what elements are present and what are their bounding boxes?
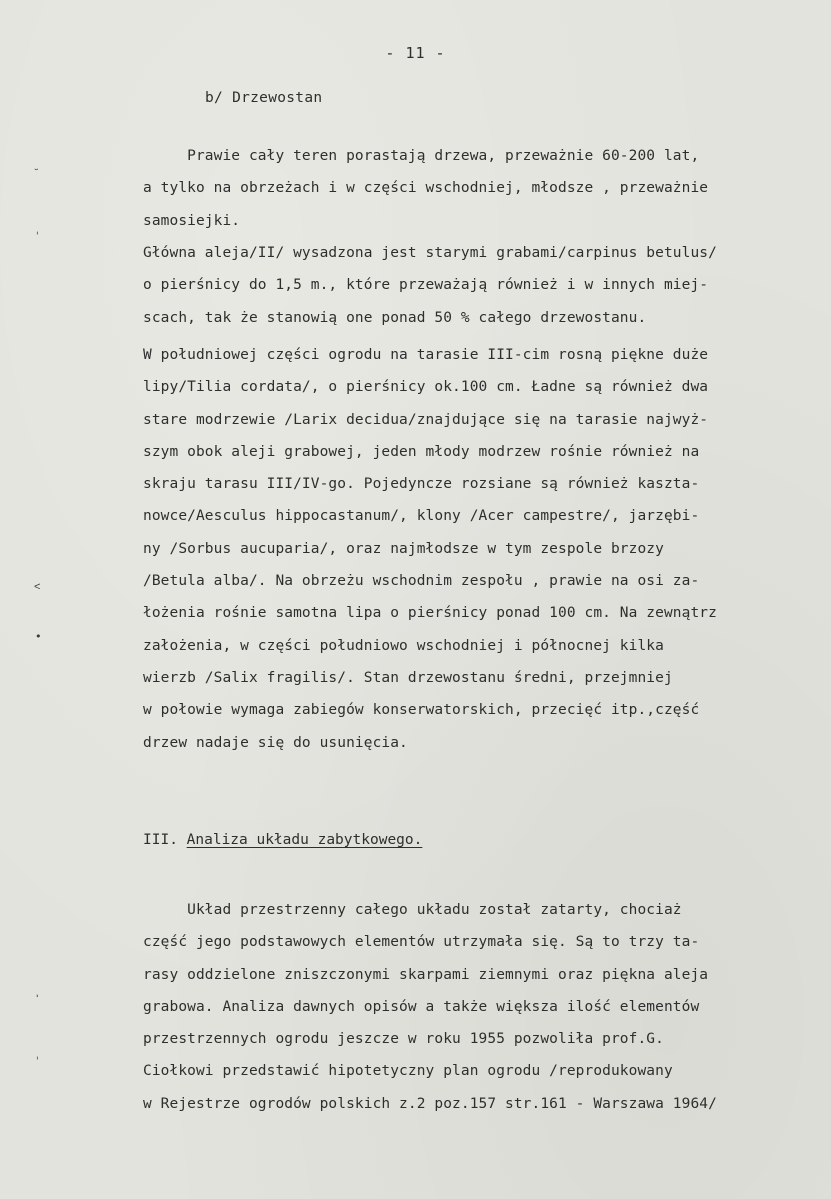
text-line: w Rejestrze ogrodów polskich z.2 poz.157 str.161 - Warszawa 1964/ [143, 1095, 717, 1112]
paragraph-tree-species [143, 339, 823, 759]
text-line: grabowa. Analiza dawnych opisów a także większa ilość elementów [143, 998, 700, 1015]
text-line: przestrzennych ogrodu jeszcze w roku 1955 pozwoliła prof.G. [143, 1031, 664, 1048]
text-line: nowce/Aesculus hippocastanum/, klony /Acer campestre/, jarzębi- [143, 508, 700, 525]
text-line: o pierśnicy do 1,5 m., które przeważają również i w innych miej- [143, 277, 709, 294]
text-line: rasy oddzielone zniszczonymi skarpami ziemnymi oraz piękna aleja [143, 966, 709, 983]
text-line: łożenia rośnie samotna lipa o pierśnicy ponad 100 cm. Na zewnątrz [143, 605, 717, 622]
text-line: samosiejki. [143, 212, 241, 229]
text-line: Ciołkowi przedstawić hipotetyczny plan ogrodu /reprodukowany [143, 1063, 673, 1080]
margin-mark: • [35, 630, 42, 643]
text-line: Główna aleja/II/ wysadzona jest starymi grabami/carpinus betulus/ [143, 245, 717, 261]
text-line: część jego podstawowych elementów utrzymała się. Są to trzy ta- [143, 934, 700, 951]
margin-mark: ˒ [34, 990, 41, 1003]
text-line: stare modrzewie /Larix decidua/znajdujące się na tarasie najwyż- [143, 411, 709, 428]
page-number: - 11 - [385, 44, 446, 62]
text-line: Układ przestrzenny całego układu został zatarty, chociaż [143, 902, 682, 918]
text-line: skraju tarasu III/IV-go. Pojedyncze rozsiane są również kaszta- [143, 476, 700, 493]
text-line: założenia, w części południowo wschodniej i północnej kilka [143, 637, 664, 654]
text-line: drzew nadaje się do usunięcia. [143, 734, 408, 751]
text-line: szym obok aleji grabowej, jeden młody modrzew rośnie również na [143, 443, 700, 460]
margin-mark: ˌ [34, 223, 41, 236]
text-line: scach, tak że stanowią one ponad 50 % całego drzewostanu. [143, 309, 647, 326]
margin-mark: ˂ [34, 580, 41, 593]
text-line: w połowie wymaga zabiegów konserwatorskich, przecięć itp.,część [143, 702, 700, 719]
margin-mark: ˘ [33, 167, 40, 180]
section-number: III. [143, 832, 178, 848]
text-line: wierzb /Salix fragilis/. Stan drzewostanu średni, przejmniej [143, 669, 673, 686]
section-3-heading [143, 832, 422, 848]
text-line: /Betula alba/. Na obrzeżu wschodnim zespołu , prawie na osi za- [143, 573, 700, 590]
text-line: lipy/Tilia cordata/, o pierśnicy ok.100 cm. Ładne są również dwa [143, 379, 709, 396]
text-line: W południowej części ogrodu na tarasie III-cim rosną piękne duże [143, 347, 709, 363]
text-line: Prawie cały teren porastają drzewa, przeważnie 60-200 lat, [143, 148, 700, 164]
paragraph-intro [143, 140, 823, 237]
margin-mark: ˌ [34, 1048, 41, 1061]
paragraph-analysis [143, 894, 823, 1120]
paragraph-main-alley [143, 237, 823, 334]
text-line: ny /Sorbus aucuparia/, oraz najmłodsze w tym zespole brzozy [143, 540, 664, 557]
text-line: a tylko na obrzeżach i w części wschodniej, młodsze , przeważnie [143, 180, 709, 197]
section-b-heading: b/ Drzewostan [205, 90, 323, 106]
section-title: Analiza układu zabytkowego. [186, 832, 423, 848]
